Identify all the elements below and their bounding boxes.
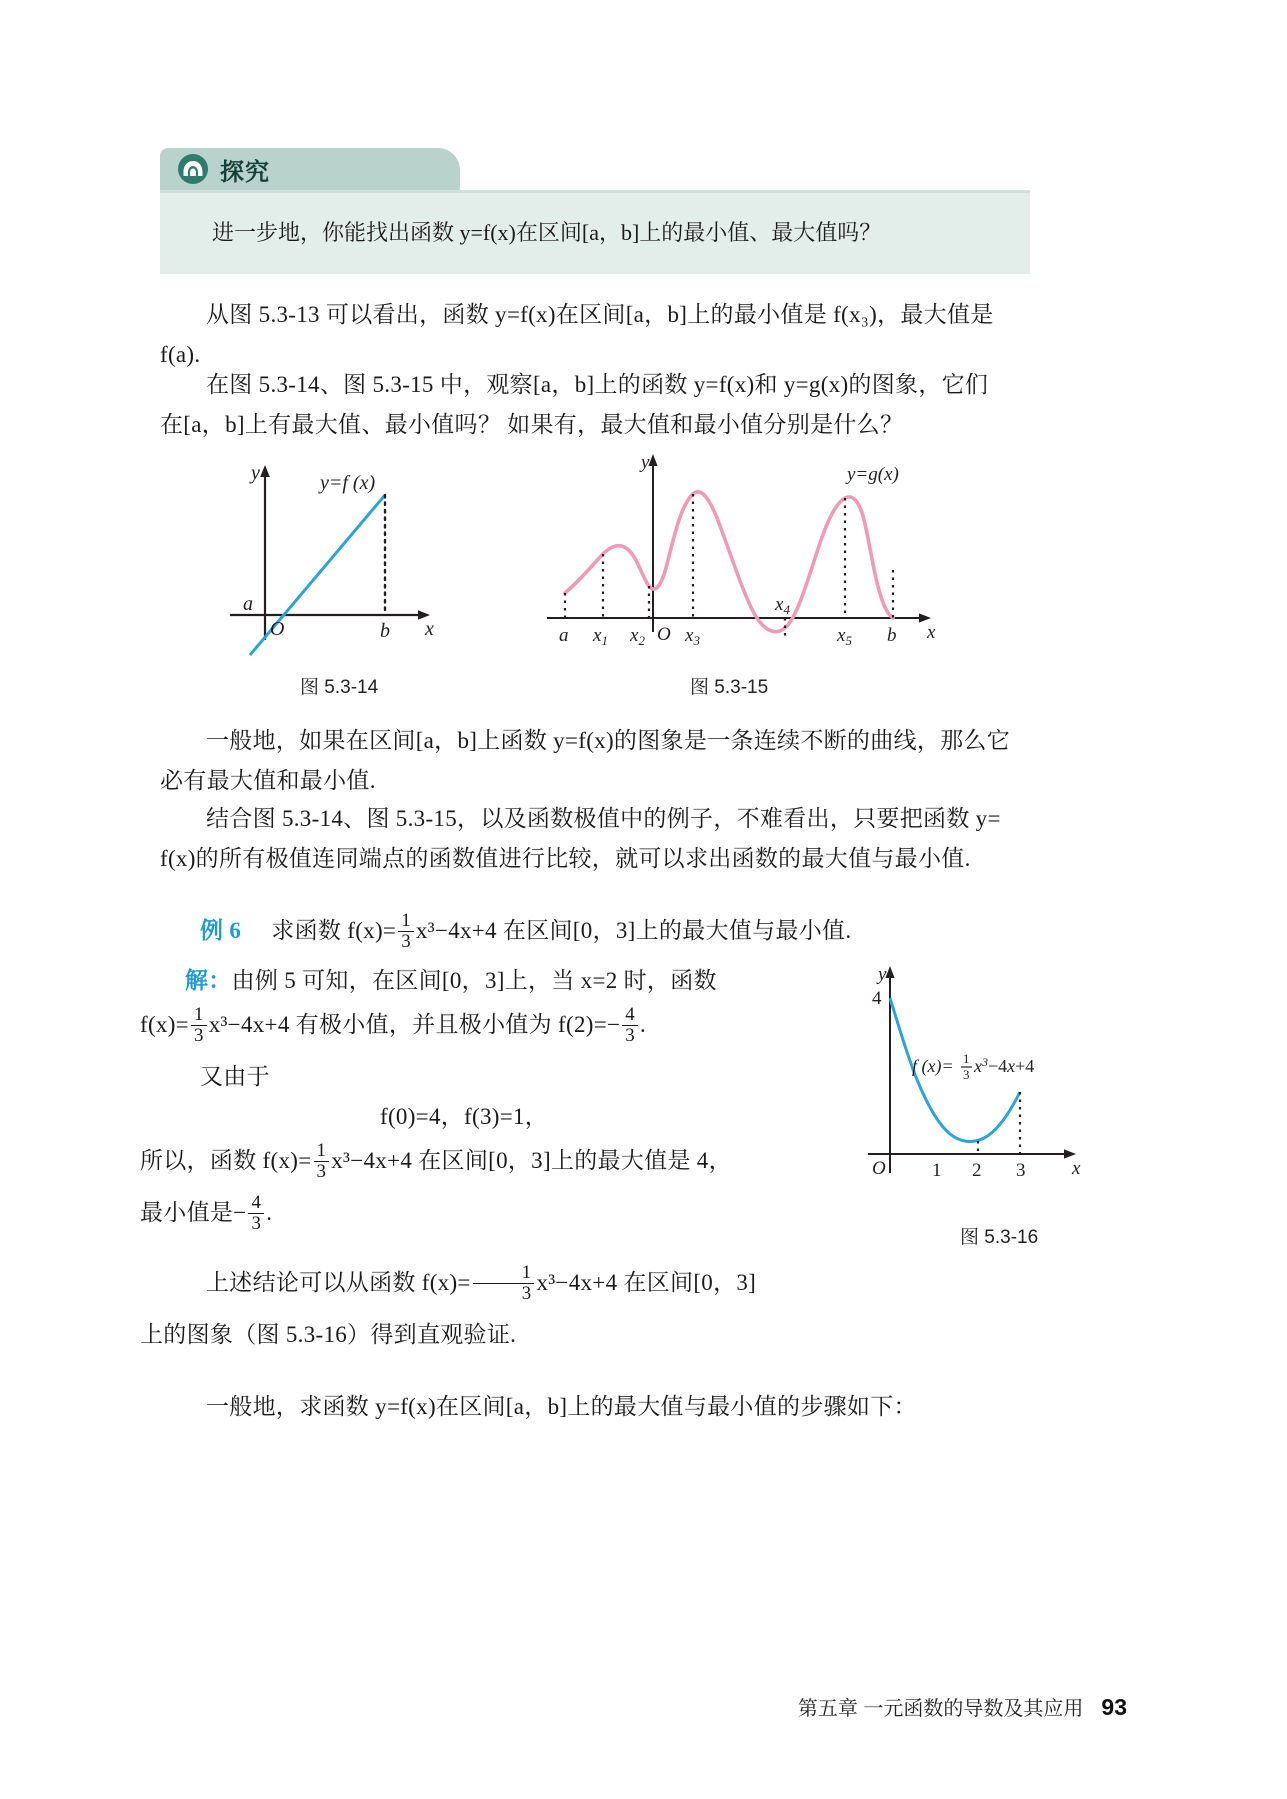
solution-text-6-pre: 最小值是− <box>140 1200 247 1225</box>
fig15-tick-a: a <box>559 625 569 646</box>
solution-frac-4: $\frac{4}{3}$ <box>248 1193 264 1234</box>
solution-label: 解： <box>185 968 232 993</box>
closing-text-1b: x³−4x+4 在区间[0，3] <box>536 1270 757 1295</box>
fig14-y-label: y <box>251 462 260 484</box>
solution-text-6-end: . <box>266 1200 273 1225</box>
paragraph-1-line-2: f(a). <box>160 342 201 367</box>
fig15-tick-x5: $x_5$ <box>837 625 852 648</box>
explore-tab <box>160 148 460 190</box>
closing-frac: $\frac{1}{3}$ <box>473 1263 535 1304</box>
footer-chapter: 第五章 一元函数的导数及其应用 <box>797 1698 1084 1720</box>
figure-5-3-15-caption: 图 5.3-15 <box>690 677 769 698</box>
example-6-label: 例 6 <box>200 918 242 943</box>
mountain-arch-icon <box>178 154 208 184</box>
paragraph-3-line-2: 必有最大值和最小值. <box>160 768 376 793</box>
fig15-curve-label: y=g(x) <box>847 464 899 485</box>
example-6-statement <box>200 912 1100 953</box>
svg-text:3: 3 <box>963 1067 970 1082</box>
figure-5-3-15-svg <box>535 450 955 665</box>
final-paragraph: 一般地，求函数 y=f(x)在区间[a，b]上的最大值与最小值的步骤如下： <box>206 1394 917 1419</box>
fig16-x-label: x <box>1072 1158 1081 1179</box>
solution-line-4: f(0)=4，f(3)=1， <box>380 1104 549 1129</box>
solution-line-6 <box>140 1194 780 1235</box>
paragraph-2-line-2: 在[a，b]上有最大值、最小值吗？ 如果有，最大值和最小值分别是什么？ <box>160 412 904 437</box>
closing-text-1a: 上述结论可以从函数 f(x)= <box>206 1270 471 1295</box>
fig16-x-tick-3: 3 <box>1016 1160 1026 1181</box>
figure-5-3-16-caption: 图 5.3-16 <box>960 1227 1039 1248</box>
fig14-curve-label: y=f (x) <box>320 472 376 494</box>
fig15-origin-label: O <box>657 624 671 645</box>
paragraph-4-line-2: f(x)的所有极值连同端点的函数值进行比较，就可以求出函数的最大值与最小值. <box>160 846 971 871</box>
fig15-tick-b: b <box>887 625 897 646</box>
paragraph-1-line-1: 从图 5.3-13 可以看出，函数 y=f(x)在区间[a，b]上的最小值是 f(x₃)，最大值是 <box>206 302 994 327</box>
fig15-x-label: x <box>927 622 936 643</box>
solution-text-1: 由例 5 可知，在区间[0，3]上，当 x=2 时，函数 <box>231 968 717 993</box>
figure-5-3-16 <box>860 958 1110 1203</box>
fig16-origin-label: O <box>872 1158 886 1179</box>
figure-5-3-14-caption: 图 5.3-14 <box>300 677 379 698</box>
figure-5-3-16-svg <box>860 958 1110 1198</box>
solution-frac-2: $\frac{4}{3}$ <box>622 1005 638 1046</box>
fig16-y-tick-4: 4 <box>872 988 882 1009</box>
solution-line-3: 又由于 <box>200 1064 270 1089</box>
fig14-a-label: a <box>243 593 253 615</box>
footer-page-number: 93 <box>1101 1694 1127 1720</box>
fig15-y-label: y <box>641 452 650 473</box>
solution-frac-3: $\frac{1}{3}$ <box>314 1141 330 1182</box>
example-6-frac: $\frac{1}{3}$ <box>398 911 414 952</box>
svg-text:x3−4x+4: $x^3-4x+4$ <box>974 1055 1035 1076</box>
closing-line-1 <box>160 1264 780 1305</box>
solution-text-2-pre: f(x)= <box>140 1012 189 1037</box>
example-6-text-pre: 求函数 f(x)= <box>271 918 397 943</box>
closing-line-2: 上的图象（图 5.3-16）得到直观验证. <box>140 1322 517 1347</box>
solution-frac-1: $\frac{1}{3}$ <box>191 1005 207 1046</box>
figure-5-3-14-svg <box>225 455 455 670</box>
example-6-text-post: x³−4x+4 在区间[0，3]上的最大值与最小值. <box>415 918 852 943</box>
fig14-x-label: x <box>425 618 434 640</box>
fig15-tick-x1: $x_1$ <box>593 625 608 648</box>
fig16-x-tick-2: 2 <box>972 1160 982 1181</box>
figure-5-3-15 <box>535 450 955 670</box>
solution-line-5 <box>140 1142 780 1183</box>
explore-callout <box>160 148 1030 274</box>
paragraph-2-line-1: 在图 5.3-14、图 5.3-15 中，观察[a，b]上的函数 y=f(x)和 y=g(x)的图象，它们 <box>206 372 989 397</box>
fig16-curve-label <box>912 1051 1034 1082</box>
explore-title: 探究 <box>220 158 270 186</box>
solution-text-2-post: x³−4x+4 有极小值，并且极小值为 f(2)=− <box>208 1012 621 1037</box>
explore-body: 进一步地，你能找出函数 y=f(x)在区间[a，b]上的最小值、最大值吗？ <box>160 190 1030 274</box>
paragraph-4-line-1: 结合图 5.3-14、图 5.3-15，以及函数极值中的例子，不难看出，只要把函数 y= <box>206 806 1001 831</box>
svg-text:1: 1 <box>963 1051 970 1066</box>
solution-line-2 <box>140 1006 780 1047</box>
fig14-b-label: b <box>380 620 390 642</box>
solution-text-2-end: . <box>639 1012 647 1037</box>
fig14-origin-label: O <box>270 618 285 640</box>
fig16-x-tick-1: 1 <box>932 1160 942 1181</box>
fig15-tick-x4: $x_4$ <box>775 594 790 617</box>
svg-text:f (x)=: f (x)= <box>912 1056 954 1076</box>
solution-text-5-pre: 所以，函数 f(x)= <box>140 1148 312 1173</box>
solution-line-1 <box>185 962 785 1000</box>
fig16-y-label: y <box>878 964 887 985</box>
fig15-tick-x3: $x_3$ <box>685 625 700 648</box>
figure-5-3-14 <box>225 455 455 675</box>
paragraph-3-line-1: 一般地，如果在区间[a，b]上函数 y=f(x)的图象是一条连续不断的曲线，那么它 <box>206 728 1011 753</box>
fig15-tick-x2: $x_2$ <box>630 625 645 648</box>
solution-text-5-post: x³−4x+4 在区间[0，3]上的最大值是 4， <box>331 1148 732 1173</box>
